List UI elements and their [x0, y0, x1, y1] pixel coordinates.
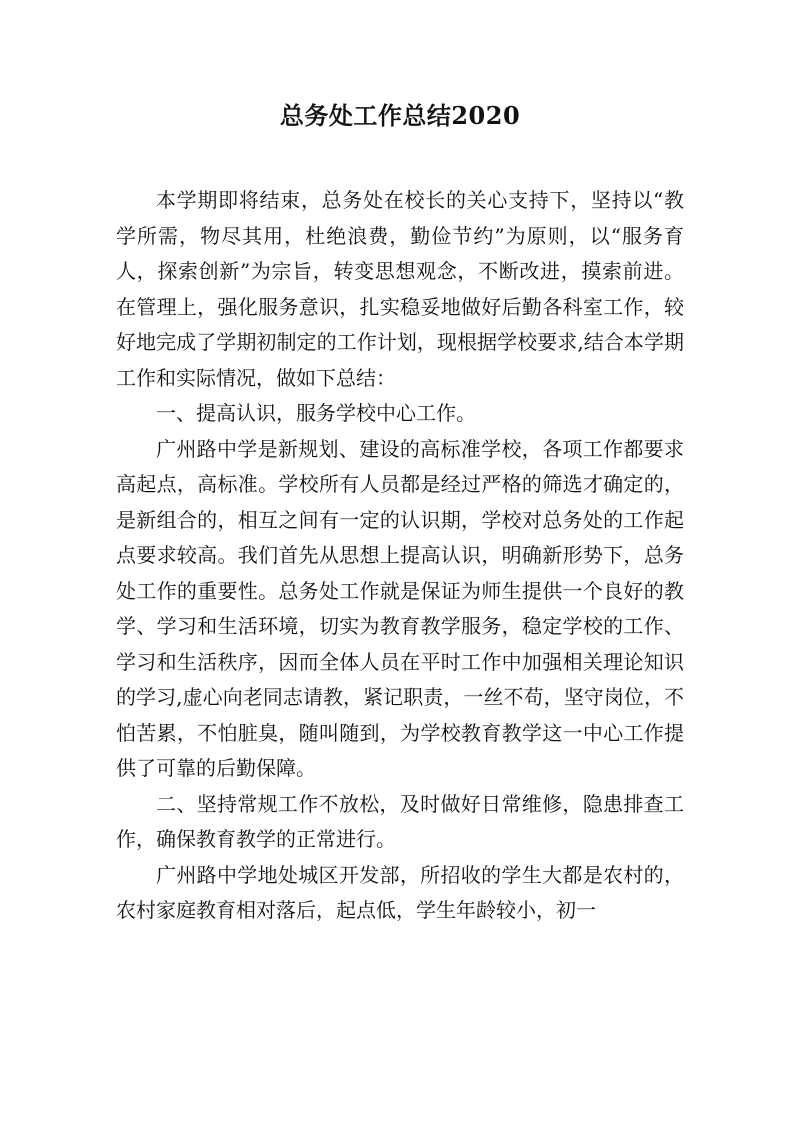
section-heading-2: 二、坚持常规工作不放松，及时做好日常维修，隐患排查工作，确保教育教学的正常进行。	[116, 791, 684, 851]
section-heading-1: 一、提高认识，服务学校中心工作。	[156, 401, 476, 425]
section-1-paragraph: 广州路中学是新规划、建设的高标准学校，各项工作都要求高起点，高标准。学校所有人员都是经过严格的筛选才确定的，是新组合的，相互之间有一定的认识期，学校对总务处的工作起点要求较高。我们首先从思想上提高认识，明确新形势下，总务处工作的重要性。总务处工作就是保证为师生提供一个良好的教学、学习和生活环境，切实为教育教学服务，稳定学校的工作、学习和生活秩序，因而全体人员在平时工作中加强相关理论知识的学习,虚心向老同志请教，紧记职责，一丝不苟，坚守岗位，不怕苦累，不怕脏臭，随叫随到，为学校教育教学这一中心工作提供了可靠的后勤保障。	[116, 436, 684, 780]
section-2-paragraph: 广州路中学地处城区开发部，所招收的学生大都是农村的，农村家庭教育相对落后，起点低，学生年龄较小，初一	[116, 862, 684, 922]
document-title: 总务处工作总结2020	[279, 101, 521, 130]
intro-paragraph: 本学期即将结束，总务处在校长的关心支持下，坚持以“教学所需，物尽其用，杜绝浪费，勤俭节约”为原则，以“服务育人，探索创新”为宗旨，转变思想观念，不断改进，摸索前进。在管理上，强化服务意识，扎实稳妥地做好后勤各科室工作，较好地完成了学期初制定的工作计划，现根据学校要求,结合本学期工作和实际情况，做如下总结：	[116, 188, 684, 390]
document-body	[116, 183, 684, 929]
